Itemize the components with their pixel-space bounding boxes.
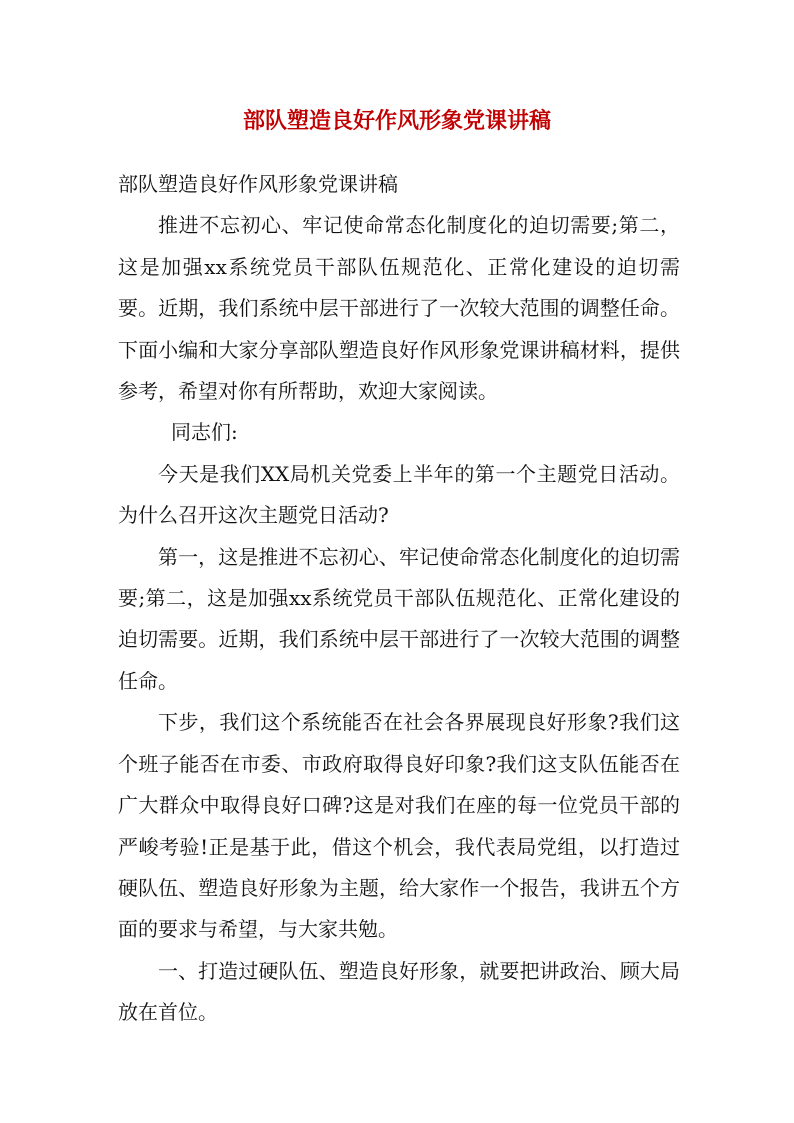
- document-body: [118, 164, 680, 1034]
- body-heading-line: 部队塑造良好作风形象党课讲稿: [118, 172, 398, 196]
- paragraph-opening: 今天是我们XX局机关党委上半年的第一个主题党日活动。为什么召开这次主题党日活动?: [118, 461, 680, 528]
- section-heading-one: 一、打造过硬队伍、塑造良好形象，就要把讲政治、顾大局放在首位。: [118, 958, 680, 1025]
- paragraph-challenge: 下步，我们这个系统能否在社会各界展现良好形象?我们这个班子能否在市委、市政府取得良好印象?我们这支队伍能否在广大群众中取得良好口碑?这是对我们在座的每一位党员干部的严峻考验!正是基于此，借这个机会，我代表局党组，以打造过硬队伍、塑造良好形象为主题，给大家作一个报告，我讲五个方面的要求与希望，与大家共勉。: [118, 710, 680, 942]
- document-title: 部队塑造良好作风形象党课讲稿: [242, 108, 551, 134]
- paragraph-reasons: 第一，这是推进不忘初心、牢记使命常态化制度化的迫切需要;第二，这是加强xx系统党员干部队伍规范化、正常化建设的迫切需要。近期，我们系统中层干部进行了一次较大范围的调整任命。: [118, 544, 680, 693]
- salutation: 同志们:: [171, 420, 238, 445]
- intro-paragraph: 推进不忘初心、牢记使命常态化制度化的迫切需要;第二，这是加强xx系统党员干部队伍规范化、正常化建设的迫切需要。近期，我们系统中层干部进行了一次较大范围的调整任命。下面小编和大家分享部队塑造良好作风形象党课讲稿材料，提供参考，希望对你有所帮助，欢迎大家阅读。: [118, 213, 680, 404]
